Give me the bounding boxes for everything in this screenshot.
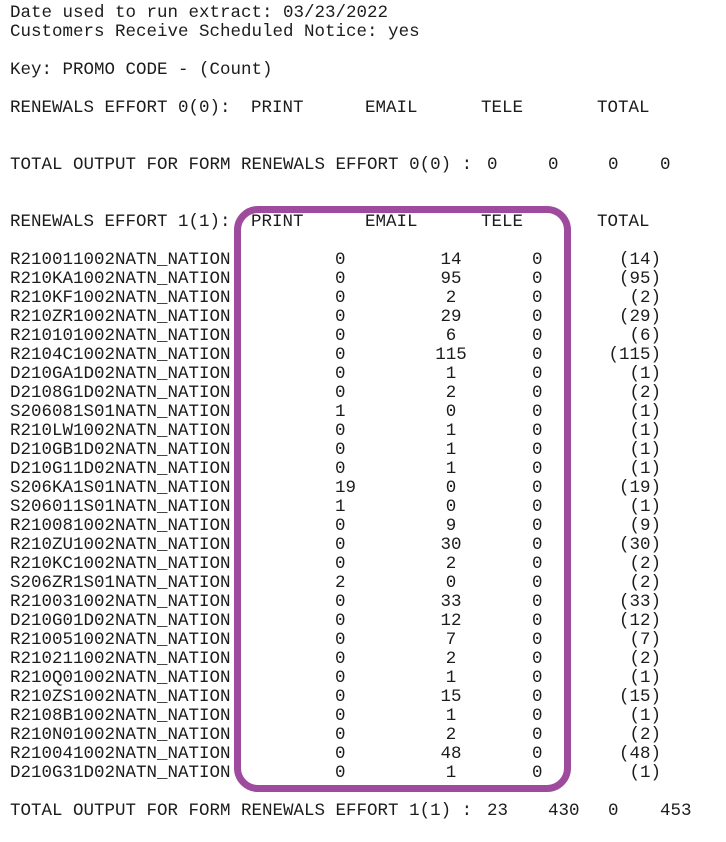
email-count: 2	[445, 725, 457, 745]
total-count: (1)	[629, 402, 661, 422]
email-count: 0	[445, 402, 457, 422]
promo-code: D210G31D02NATN_NATION	[10, 763, 231, 783]
effort1-section-title: RENEWALS EFFORT 1(1):	[10, 212, 231, 232]
email-count: 29	[440, 307, 462, 327]
effort0-total-total: 0	[660, 155, 671, 175]
total-count: (115)	[608, 345, 661, 365]
total-count: (9)	[629, 516, 661, 536]
tele-count: 0	[532, 668, 543, 688]
column-header-print: PRINT	[251, 212, 304, 232]
email-count: 1	[445, 364, 457, 384]
promo-code: R210011002NATN_NATION	[10, 250, 231, 270]
column-header-email: EMAIL	[365, 98, 418, 118]
email-count: 15	[440, 687, 462, 707]
email-count: 1	[445, 668, 457, 688]
tele-count: 0	[532, 345, 543, 365]
total-count: (15)	[618, 687, 661, 707]
print-count: 0	[335, 269, 346, 289]
column-header-total: TOTAL	[597, 212, 650, 232]
tele-count: 0	[532, 326, 543, 346]
total-count: (48)	[618, 744, 661, 764]
tele-count: 0	[532, 383, 543, 403]
print-count: 0	[335, 307, 346, 327]
print-count: 0	[335, 725, 346, 745]
table-row	[0, 479, 726, 498]
total-count: (2)	[629, 288, 661, 308]
print-count: 0	[335, 611, 346, 631]
promo-code: R210ZS1002NATN_NATION	[10, 687, 231, 707]
print-count: 0	[335, 763, 346, 783]
print-count: 19	[335, 478, 357, 498]
blank-line	[0, 80, 726, 99]
tele-count: 0	[532, 573, 543, 593]
email-count: 33	[440, 592, 462, 612]
column-header-print: PRINT	[251, 98, 304, 118]
table-row	[0, 403, 726, 422]
print-count: 0	[335, 516, 346, 536]
column-header-email: EMAIL	[365, 212, 418, 232]
email-count: 6	[445, 326, 457, 346]
promo-code: R210101002NATN_NATION	[10, 326, 231, 346]
effort1-rows	[0, 251, 726, 783]
effort1-total-email: 430	[548, 801, 580, 821]
total-count: (1)	[629, 497, 661, 517]
effort1-total-tele: 0	[608, 801, 619, 821]
total-count: (2)	[629, 725, 661, 745]
total-count: (1)	[629, 459, 661, 479]
email-count: 0	[445, 478, 457, 498]
notice-line-text: Customers Receive Scheduled Notice: yes	[10, 22, 420, 42]
tele-count: 0	[532, 459, 543, 479]
table-row	[0, 327, 726, 346]
print-count: 0	[335, 687, 346, 707]
tele-count: 0	[532, 288, 543, 308]
promo-code: S206011S01NATN_NATION	[10, 497, 231, 517]
print-count: 0	[335, 250, 346, 270]
total-count: (14)	[618, 250, 661, 270]
email-count: 48	[440, 744, 462, 764]
email-count: 30	[440, 535, 462, 555]
table-row	[0, 745, 726, 764]
promo-code: R2104C1002NATN_NATION	[10, 345, 231, 365]
tele-count: 0	[532, 307, 543, 327]
print-count: 0	[335, 649, 346, 669]
effort0-total-tele: 0	[608, 155, 619, 175]
email-count: 95	[440, 269, 462, 289]
tele-count: 0	[532, 250, 543, 270]
promo-code: R210LW1002NATN_NATION	[10, 421, 231, 441]
blank-line	[0, 175, 726, 194]
blank-line	[0, 232, 726, 251]
blank-line	[0, 783, 726, 802]
email-count: 12	[440, 611, 462, 631]
email-count: 2	[445, 554, 457, 574]
print-count: 0	[335, 326, 346, 346]
email-count: 1	[445, 421, 457, 441]
promo-code: R210ZU1002NATN_NATION	[10, 535, 231, 555]
table-row	[0, 726, 726, 745]
print-count: 1	[335, 402, 346, 422]
print-count: 0	[335, 554, 346, 574]
effort1-total-print: 23	[487, 801, 509, 821]
print-count: 0	[335, 421, 346, 441]
email-count: 1	[445, 706, 457, 726]
effort1-total-total: 453	[660, 801, 692, 821]
email-count: 115	[435, 345, 467, 365]
promo-code: D210GA1D02NATN_NATION	[10, 364, 231, 384]
print-count: 0	[335, 592, 346, 612]
table-row	[0, 441, 726, 460]
promo-code: D210GB1D02NATN_NATION	[10, 440, 231, 460]
blank-line	[0, 137, 726, 156]
promo-code: D210G01D02NATN_NATION	[10, 611, 231, 631]
effort0-total-email: 0	[548, 155, 559, 175]
promo-code: D2108G1D02NATN_NATION	[10, 383, 231, 403]
table-row	[0, 289, 726, 308]
print-count: 0	[335, 535, 346, 555]
blank-line	[0, 118, 726, 137]
email-count: 14	[440, 250, 462, 270]
email-count: 2	[445, 288, 457, 308]
tele-count: 0	[532, 269, 543, 289]
total-count: (1)	[629, 668, 661, 688]
column-header-tele: TELE	[481, 98, 524, 118]
promo-code: R210KC1002NATN_NATION	[10, 554, 231, 574]
total-count: (2)	[629, 554, 661, 574]
email-count: 9	[445, 516, 457, 536]
tele-count: 0	[532, 535, 543, 555]
promo-code: S206KA1S01NATN_NATION	[10, 478, 231, 498]
table-row	[0, 688, 726, 707]
key-line	[0, 61, 726, 80]
tele-count: 0	[532, 402, 543, 422]
table-row	[0, 707, 726, 726]
print-count: 0	[335, 364, 346, 384]
promo-code: R210KF1002NATN_NATION	[10, 288, 231, 308]
tele-count: 0	[532, 516, 543, 536]
tele-count: 0	[532, 364, 543, 384]
tele-count: 0	[532, 630, 543, 650]
blank-line	[0, 194, 726, 213]
promo-code: D210G11D02NATN_NATION	[10, 459, 231, 479]
total-count: (1)	[629, 364, 661, 384]
print-count: 2	[335, 573, 346, 593]
table-row	[0, 308, 726, 327]
effort0-total-row	[0, 156, 726, 175]
column-header-total: TOTAL	[597, 98, 650, 118]
total-count: (1)	[629, 706, 661, 726]
total-count: (1)	[629, 440, 661, 460]
total-count: (29)	[618, 307, 661, 327]
print-count: 0	[335, 630, 346, 650]
email-count: 1	[445, 459, 457, 479]
blank-line	[0, 42, 726, 61]
table-row	[0, 270, 726, 289]
table-row	[0, 346, 726, 365]
tele-count: 0	[532, 649, 543, 669]
total-count: (12)	[618, 611, 661, 631]
email-count: 0	[445, 497, 457, 517]
promo-code: R210051002NATN_NATION	[10, 630, 231, 650]
promo-code: R210KA1002NATN_NATION	[10, 269, 231, 289]
promo-code: R210Q01002NATN_NATION	[10, 668, 231, 688]
tele-count: 0	[532, 554, 543, 574]
total-count: (1)	[629, 421, 661, 441]
email-count: 7	[445, 630, 457, 650]
promo-code: R2108B1002NATN_NATION	[10, 706, 231, 726]
total-count: (19)	[618, 478, 661, 498]
renewals-report	[0, 4, 726, 821]
email-count: 1	[445, 440, 457, 460]
table-row	[0, 251, 726, 270]
promo-code: R210081002NATN_NATION	[10, 516, 231, 536]
effort1-total-row	[0, 802, 726, 821]
tele-count: 0	[532, 744, 543, 764]
effort1-total-label: TOTAL OUTPUT FOR FORM RENEWALS EFFORT 1(1) :	[10, 801, 473, 821]
email-count: 0	[445, 573, 457, 593]
table-row	[0, 593, 726, 612]
date-line	[0, 4, 726, 23]
promo-code: R210ZR1002NATN_NATION	[10, 307, 231, 327]
print-count: 0	[335, 668, 346, 688]
tele-count: 0	[532, 725, 543, 745]
total-count: (30)	[618, 535, 661, 555]
promo-code: R210041002NATN_NATION	[10, 744, 231, 764]
date-line-text: Date used to run extract: 03/23/2022	[10, 3, 389, 23]
effort1-header-row	[0, 213, 726, 232]
tele-count: 0	[532, 611, 543, 631]
table-row	[0, 612, 726, 631]
table-row	[0, 460, 726, 479]
total-count: (6)	[629, 326, 661, 346]
notice-line	[0, 23, 726, 42]
table-row	[0, 574, 726, 593]
table-row	[0, 422, 726, 441]
email-count: 1	[445, 763, 457, 783]
total-count: (2)	[629, 573, 661, 593]
print-count: 1	[335, 497, 346, 517]
promo-code: R210N01002NATN_NATION	[10, 725, 231, 745]
promo-code: S206081S01NATN_NATION	[10, 402, 231, 422]
effort0-total-label: TOTAL OUTPUT FOR FORM RENEWALS EFFORT 0(0) :	[10, 155, 473, 175]
email-count: 2	[445, 383, 457, 403]
tele-count: 0	[532, 478, 543, 498]
effort0-section-title: RENEWALS EFFORT 0(0):	[10, 98, 231, 118]
print-count: 0	[335, 459, 346, 479]
email-count: 2	[445, 649, 457, 669]
total-count: (33)	[618, 592, 661, 612]
total-count: (1)	[629, 763, 661, 783]
promo-code: S206ZR1S01NATN_NATION	[10, 573, 231, 593]
tele-count: 0	[532, 440, 543, 460]
total-count: (2)	[629, 383, 661, 403]
tele-count: 0	[532, 687, 543, 707]
table-row	[0, 517, 726, 536]
tele-count: 0	[532, 497, 543, 517]
key-line-text: Key: PROMO CODE - (Count)	[10, 60, 273, 80]
total-count: (7)	[629, 630, 661, 650]
table-row	[0, 498, 726, 517]
table-row	[0, 384, 726, 403]
print-count: 0	[335, 440, 346, 460]
table-row	[0, 365, 726, 384]
table-row	[0, 764, 726, 783]
tele-count: 0	[532, 592, 543, 612]
print-count: 0	[335, 345, 346, 365]
table-row	[0, 669, 726, 688]
tele-count: 0	[532, 421, 543, 441]
column-header-tele: TELE	[481, 212, 524, 232]
table-row	[0, 650, 726, 669]
table-row	[0, 536, 726, 555]
promo-code: R210031002NATN_NATION	[10, 592, 231, 612]
print-count: 0	[335, 706, 346, 726]
effort0-total-print: 0	[487, 155, 498, 175]
total-count: (2)	[629, 649, 661, 669]
table-row	[0, 631, 726, 650]
print-count: 0	[335, 288, 346, 308]
tele-count: 0	[532, 706, 543, 726]
table-row	[0, 555, 726, 574]
print-count: 0	[335, 383, 346, 403]
tele-count: 0	[532, 763, 543, 783]
print-count: 0	[335, 744, 346, 764]
promo-code: R210211002NATN_NATION	[10, 649, 231, 669]
effort0-header-row	[0, 99, 726, 118]
total-count: (95)	[618, 269, 661, 289]
